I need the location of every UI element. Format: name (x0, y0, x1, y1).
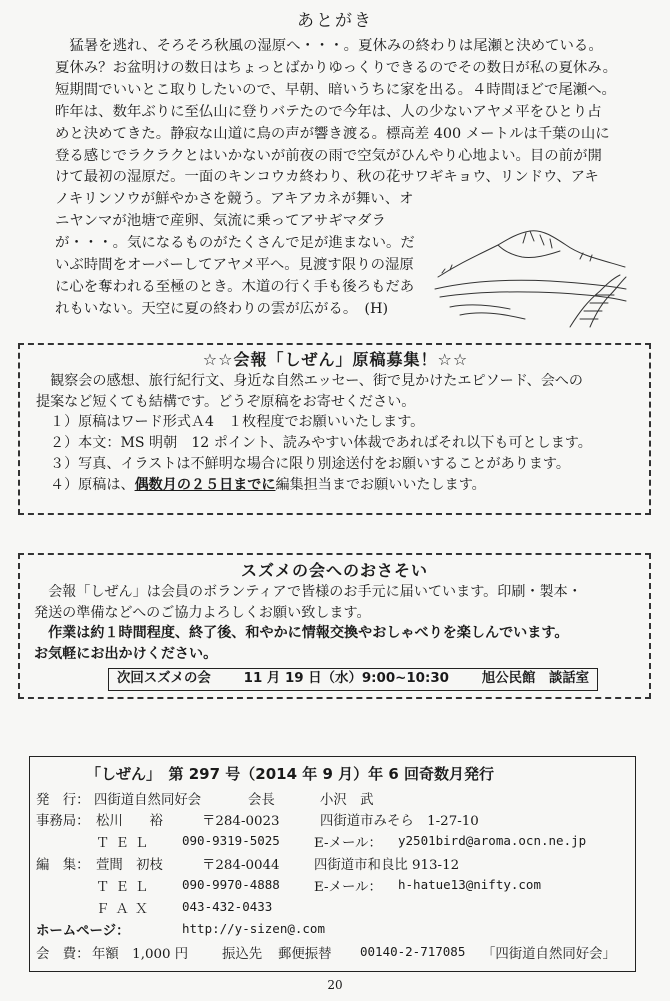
editor-name: 萱間 初枝 (96, 858, 163, 873)
office-label: 事務局： (36, 814, 90, 829)
submission-item: １）原稿はワード形式Ａ4 １枚程度でお願いいたします。 (50, 414, 425, 431)
mountain-sketch-illustration (430, 215, 630, 330)
submission-call-box (18, 343, 651, 515)
editor-tel: 090-9970-4888 (182, 877, 280, 892)
essay-line: が・・・。気になるものがたくさんで足が進まない。だ (55, 235, 415, 252)
suzume-text: お気軽にお出かけください。 (34, 646, 218, 663)
next-meeting-label: 次回スズメの会 (117, 670, 211, 686)
essay-line: けて最初の湿原だ。一面のキンコウカ終わり、秋の花サワギキョウ、リンドウ、アキ (55, 169, 599, 186)
office-email: y2501bird@aroma.ocn.ne.jp (398, 833, 587, 848)
suzume-title: スズメの会へのおさそい (240, 561, 428, 580)
submission-title: ☆☆会報「しぜん」原稿募集！☆☆ (202, 350, 469, 369)
essay-line: めと決めてきた。静寂な山道に鳥の声が響き渡る。標高差 400 メートルは千葉の山に (55, 125, 610, 142)
essay-line: 登る感じでラクラクとはいかないが前夜の雨で空気がひんやり心地よい。目の前が開 (55, 147, 602, 164)
editor-address: 四街道市和良比 913-12 (314, 858, 460, 873)
submission-item: ２）本文：MS 明朝 12 ポイント、読みやすい体裁であればそれ以下も可とします。 (50, 435, 592, 452)
colophon (29, 756, 636, 972)
essay-line: 猛暑を逃れ、そろそろ秋風の湿原へ・・・。夏休みの終わりは尾瀬と決めている。 (55, 38, 603, 54)
suzume-text: 発送の準備などへのご協力よろしくお願い致します。 (34, 604, 371, 621)
publisher-label: 発 行： (36, 793, 90, 808)
president-label: 会長 (248, 793, 275, 808)
essay-line: 昨年は、数年ぶりに至仏山に登りバテたので今年は、人の少ないアヤメ平をひとり占 (55, 103, 602, 120)
submission-intro: 観察会の感想、旅行紀行文、身近な自然エッセー、街で見かけたエピソード、会への (36, 372, 583, 389)
transfer-account: 00140-2-717085 (360, 944, 466, 959)
item-suffix: 編集担当までお願いいたします。 (275, 476, 486, 493)
email-label: E-メール： (314, 836, 382, 851)
fee-amount: 年額 1,000 円 (92, 947, 189, 962)
transfer-label: 振込先 (222, 947, 263, 962)
colophon-header: 「しぜん」 第 297 号（2014 年 9 月）年 6 回奇数月発行 (86, 765, 494, 783)
editor-zip: 〒284-0044 (202, 858, 280, 873)
submission-intro: 提案など短くても結構です。どうぞ原稿をお寄せください。 (36, 393, 416, 410)
transfer-account-name: 「四街道自然同好会」 (482, 947, 616, 962)
essay-line: 短期間でいいとこ取りしたいので、早朝、暗いうちに家を出る。４時間ほどで尾瀬へ。 (55, 81, 616, 98)
editor-fax: 043-432-0433 (182, 899, 273, 914)
homepage-link[interactable]: http://y-sizen@.com (182, 921, 325, 936)
office-contact-name: 松川 裕 (96, 814, 163, 829)
office-zip: 〒284-0023 (202, 814, 280, 829)
editor-label: 編 集： (36, 858, 90, 873)
homepage-label: ホームページ： (36, 924, 130, 939)
item-prefix: ４）原稿は、 (50, 476, 135, 493)
transfer-method: 郵便振替 (278, 947, 332, 962)
essay-line: れもいない。天空に夏の終わりの雲が広がる。 (H) (55, 300, 389, 317)
suzume-invitation-box (18, 553, 651, 699)
essay-line: いぶ時間をオーバーしてアヤメ平へ。見渡す限りの湿原 (55, 257, 414, 274)
page-number: 20 (327, 978, 343, 992)
fee-label: 会 費： (36, 947, 90, 962)
essay-line: ノキリンソウが鮮やかさを競う。アキアカネが舞い、オ (55, 191, 414, 208)
publisher-name: 四街道自然同好会 (94, 793, 202, 808)
essay-line: 夏休み？お盆明けの数日はちょっとばかりゆっくりできるのでその数日が私の夏休み。 (55, 59, 617, 76)
suzume-text: 会報「しぜん」は会員のボランティアで皆様のお手元に届いています。印刷・製本・ (34, 583, 582, 600)
office-address: 四街道市みそら 1-27-10 (320, 814, 479, 829)
tel-label: ＴＥＬ (96, 836, 155, 851)
next-meeting-place: 旭公民館 談話室 (481, 670, 589, 686)
office-tel: 090-9319-5025 (182, 833, 280, 848)
editor-email: h-hatue13@nifty.com (398, 877, 541, 892)
essay-line: ニヤンマが池塘で産卵、気流に乗ってアサギマダラ (55, 213, 386, 230)
deadline-emphasis: 偶数月の２５日までに (134, 476, 276, 493)
essay-line: に心を奪われる至極のとき。木道の行く手も後ろもだあ (55, 278, 415, 295)
submission-item: ３）写真、イラストは不鮮明な場合に限り別途送付をお願いすることがあります。 (50, 455, 570, 472)
page-title: あとがき (297, 11, 373, 31)
tel-label: ＴＥＬ (96, 880, 155, 895)
next-meeting-date: 11 月 19 日（水）9:00~10:30 (243, 670, 449, 686)
suzume-text: 作業は約１時間程度、終了後、和やかに情報交換やおしゃべりを楽しんでいます。 (34, 625, 569, 642)
email-label: E-メール： (314, 880, 382, 895)
president-name: 小沢 武 (320, 793, 374, 808)
submission-item (36, 475, 635, 496)
next-meeting-banner (108, 668, 598, 691)
fax-label: ＦＡＸ (96, 902, 155, 917)
